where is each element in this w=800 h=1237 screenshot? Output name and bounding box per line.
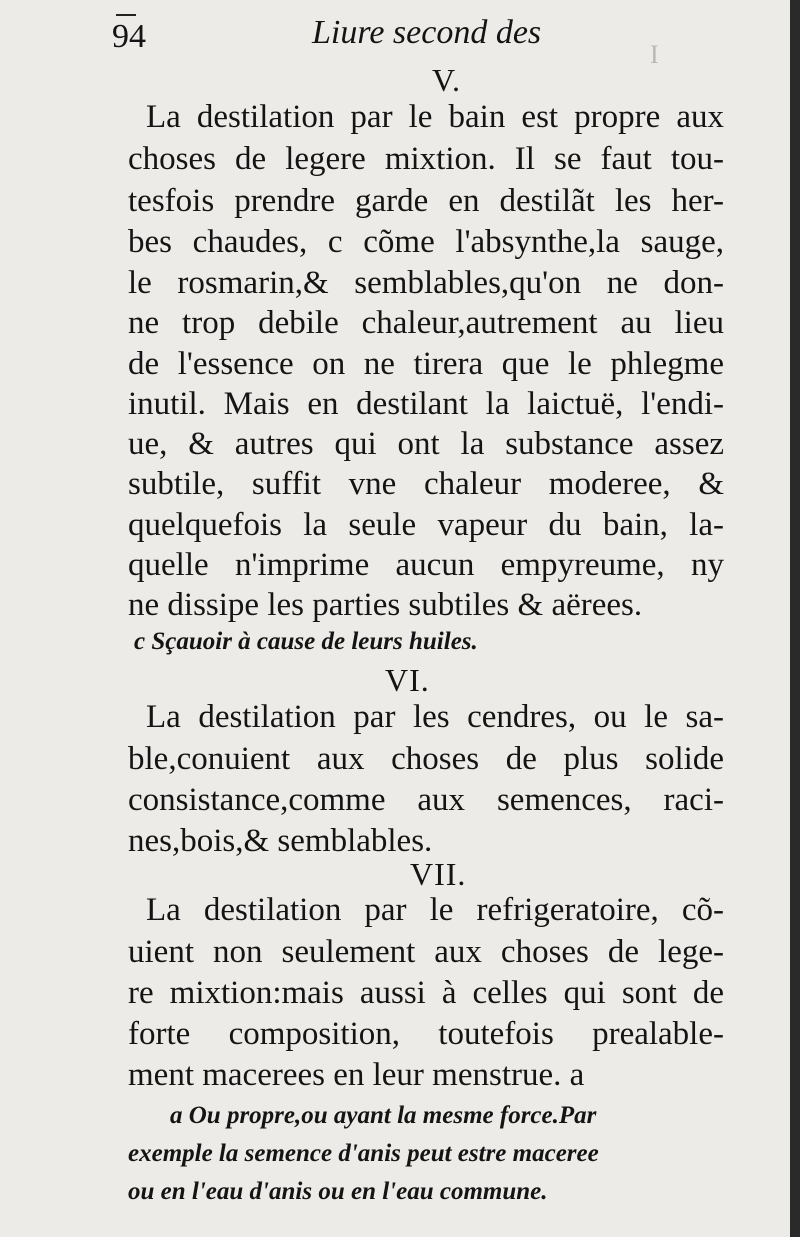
footnote: ou en l'eau d'anis ou en l'eau commune.	[128, 1178, 548, 1205]
page-edge-shadow	[790, 0, 800, 1237]
text-line: subtile, suffit vne chaleur moderee, &	[128, 466, 724, 502]
text-line: quelle n'imprime aucun empyreume, ny	[128, 547, 724, 583]
text-line: La destilation par le refrigeratoire, cõ-	[146, 892, 724, 928]
text-line: ne dissipe les parties subtiles & aërees.	[128, 587, 643, 623]
text-line: forte composition, toutefois prealable-	[128, 1016, 724, 1052]
running-title: Liure second des	[312, 14, 542, 51]
text-line: choses de legere mixtion. Il se faut tou-	[128, 141, 724, 177]
page-number: 94	[112, 18, 146, 55]
footnote: exemple la semence d'anis peut estre maceree	[128, 1140, 599, 1167]
text-line: ment macerees en leur menstrue. a	[128, 1057, 585, 1093]
header-rule	[116, 14, 136, 16]
text-line: consistance,comme aux semences, raci-	[128, 782, 724, 818]
text-line: re mixtion:mais aussi à celles qui sont de	[128, 975, 724, 1011]
text-line: ue, & autres qui ont la substance assez	[128, 426, 724, 462]
text-line: La destilation par les cendres, ou le sa-	[146, 699, 724, 735]
text-line: inutil. Mais en destilant la laictuë, l'endi-	[128, 386, 724, 422]
text-line: bes chaudes, c cõme l'absynthe,la sauge,	[128, 224, 724, 260]
text-line: quelquefois la seule vapeur du bain, la-	[128, 507, 724, 543]
bleed-through-text: I	[650, 40, 659, 69]
text-line: ble,conuient aux choses de plus solide	[128, 741, 724, 777]
text-line: le rosmarin,& semblables,qu'on ne don-	[128, 265, 724, 301]
footnote: c Sçauoir à cause de leurs huiles.	[134, 628, 478, 655]
text-line: nes,bois,& semblables.	[128, 823, 433, 859]
section-number: VII.	[410, 856, 467, 892]
section-number: VI.	[385, 662, 430, 698]
text-line: ne trop debile chaleur,autrement au lieu	[128, 305, 724, 341]
text-line: La destilation par le bain est propre aux	[146, 99, 724, 135]
text-line: tesfois prendre garde en destilãt les her-	[128, 183, 724, 219]
text-line: de l'essence on ne tirera que le phlegme	[128, 346, 724, 382]
text-line: uient non seulement aux choses de lege-	[128, 934, 724, 970]
footnote: a Ou propre,ou ayant la mesme force.Par	[170, 1102, 597, 1129]
section-number: V.	[432, 62, 461, 98]
